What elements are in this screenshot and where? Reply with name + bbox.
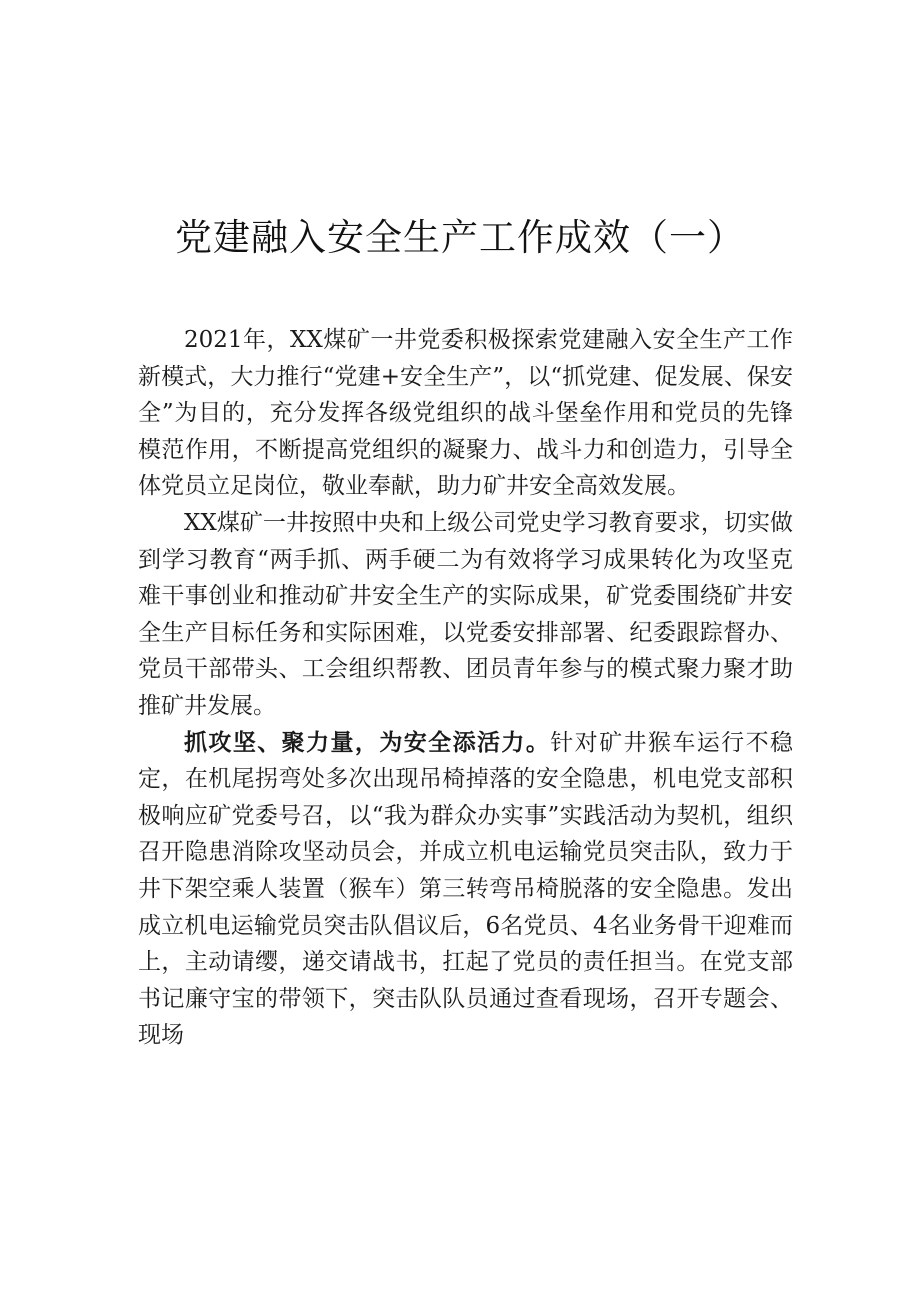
paragraph-3	[138, 725, 793, 1054]
paragraph-2	[138, 505, 793, 725]
paragraph-2-text: XX煤矿一井按照中央和上级公司党史学习教育要求，切实做到学习教育“两手抓、两手硬二为有效将学习成果转化为攻坚克难干事创业和推动矿井安全生产的实际成果，矿党委围绕矿井安全生产目标任务和实际困难，以党委安排部署、纪委跟踪督办、党员干部带头、工会组织帮教、团员青年参与的模式聚力聚才助推矿井发展。	[138, 509, 793, 719]
paragraph-1-text: 2021年，XX煤矿一井党委积极探索党建融入安全生产工作新模式，大力推行“党建+安全生产”，以“抓党建、促发展、保安全”为目的，充分发挥各级党组织的战斗堡垒作用和党员的先锋模范作用，不断提高党组织的凝聚力、战斗力和创造力，引导全体党员立足岗位，敬业奉献，助力矿井安全高效发展。	[138, 327, 793, 500]
document-title: 党建融入安全生产工作成效（一）	[175, 216, 745, 259]
paragraph-1	[138, 322, 793, 505]
paragraph-3-text: 针对矿井猴车运行不稳定，在机尾拐弯处多次出现吊椅掉落的安全隐患，机电党支部积极响应矿党委号召，以“我为群众办实事”实践活动为契机，组织召开隐患消除攻坚动员会，并成立机电运输党员突击队，致力于井下架空乘人装置（猴车）第三转弯吊椅脱落的安全隐患。发出成立机电运输党员突击队倡议后，6名党员、4名业务骨干迎难而上，主动请缨，递交请战书，扛起了党员的责任担当。在党支部书记廉守宝的带领下，突击队队员通过查看现场，召开专题会、现场	[138, 729, 794, 1049]
document-body	[138, 322, 793, 1054]
paragraph-3-lead: 抓攻坚、聚力量，为安全添活力。	[184, 728, 551, 756]
